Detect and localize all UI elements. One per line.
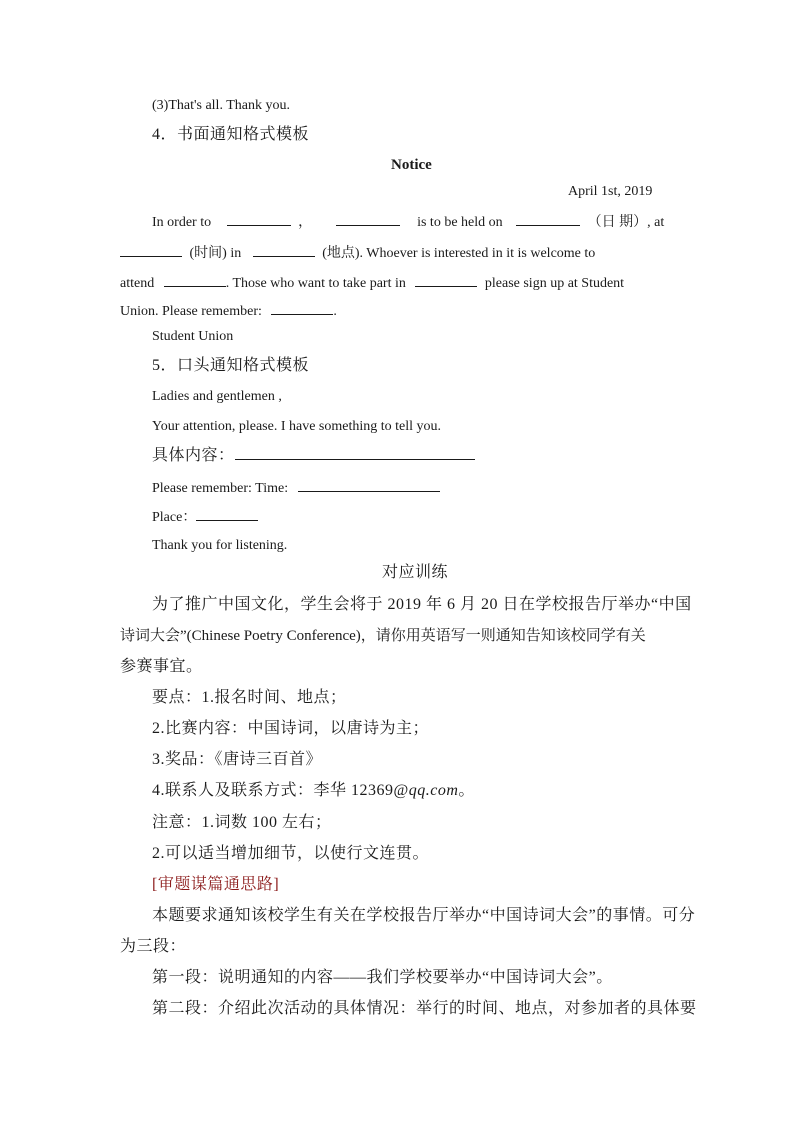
oral-place-label: Place： xyxy=(152,510,197,525)
section-5-heading: 5．口头通知格式模板 xyxy=(152,357,310,374)
blank-line xyxy=(516,211,580,226)
note-1: 注意：1.词数 100 左右； xyxy=(152,814,332,831)
notice-text: is to be held on xyxy=(417,215,503,230)
notice-line-1 xyxy=(152,211,664,233)
blank-line xyxy=(298,477,440,492)
oral-content-label: 具体内容： xyxy=(152,447,235,464)
exercise-heading: 对应训练 xyxy=(382,564,449,581)
analysis-line-2: 为三段： xyxy=(120,938,187,955)
blank-line xyxy=(164,272,226,287)
oral-time-line xyxy=(152,477,444,499)
closing-line: (3)That's all. Thank you. xyxy=(152,98,290,113)
notice-date: April 1st, 2019 xyxy=(568,184,653,199)
exercise-paragraph-line-2: 诗词大会”(Chinese Poetry Conference)，请你用英语写一则通知告知该校同学有关 xyxy=(120,628,646,644)
notice-signature: Student Union xyxy=(152,329,234,344)
oral-greeting: Ladies and gentlemen , xyxy=(152,389,282,404)
notice-line-2 xyxy=(120,242,595,264)
analysis-heading: [审题谋篇通思路] xyxy=(152,876,280,893)
requirement-4-text: 4.联系人及联系方式：李华 12369@ xyxy=(152,782,409,799)
note-2: 2.可以适当增加细节，以使行文连贯。 xyxy=(152,845,430,862)
section-4-heading: 4．书面通知格式模板 xyxy=(152,126,310,143)
blank-line xyxy=(336,211,400,226)
blank-line xyxy=(120,242,182,257)
blank-line xyxy=(415,272,477,287)
notice-text: . xyxy=(333,304,337,319)
analysis-line-1: 本题要求通知该校学生有关在学校报告厅举办“中国诗词大会”的事情。可分 xyxy=(152,907,696,924)
oral-place-line xyxy=(152,506,262,528)
email-domain: qq.com xyxy=(408,782,459,799)
notice-text: (地点). Whoever is interested in it is welcome to xyxy=(322,246,596,261)
exercise-paragraph-line-3: 参赛事宜。 xyxy=(120,658,203,675)
blank-line xyxy=(227,211,291,226)
notice-line-4 xyxy=(120,300,337,322)
notice-text: attend xyxy=(120,276,155,291)
oral-attention: Your attention, please. I have something to tell you. xyxy=(152,419,442,434)
notice-text: . Those who want to take part in xyxy=(225,276,406,291)
notice-text: please sign up at Student xyxy=(484,276,625,291)
requirement-4 xyxy=(152,780,475,802)
blank-line xyxy=(271,300,333,315)
notice-title: Notice xyxy=(391,157,432,173)
requirement-1: 要点：1.报名时间、地点； xyxy=(152,689,347,706)
exercise-paragraph-line-1: 为了推广中国文化，学生会将于 2019 年 6 月 20 日在学校报告厅举办“中国 xyxy=(152,596,692,613)
blank-line xyxy=(235,445,475,460)
notice-text: In order to xyxy=(152,215,212,230)
requirement-2: 2.比赛内容：中国诗词，以唐诗为主； xyxy=(152,720,430,737)
oral-closing: Thank you for listening. xyxy=(152,538,288,553)
blank-line xyxy=(253,242,315,257)
oral-time-label: Please remember: Time: xyxy=(152,481,289,496)
analysis-paragraph-2: 第二段：介绍此次活动的具体情况：举行的时间、地点，对参加者的具体要 xyxy=(152,1000,697,1017)
notice-text: ， xyxy=(298,215,313,230)
notice-text: Union. Please remember: xyxy=(120,304,262,319)
notice-text: (时间) in xyxy=(189,246,242,261)
analysis-paragraph-1: 第一段：说明通知的内容——我们学校要举办“中国诗词大会”。 xyxy=(152,969,613,986)
notice-line-3 xyxy=(120,272,624,294)
blank-line xyxy=(196,506,258,521)
notice-text: （日 期）, at xyxy=(587,215,665,230)
requirement-4-end: 。 xyxy=(458,782,475,799)
requirement-3: 3.奖品：《唐诗三百首》 xyxy=(152,751,323,768)
oral-content-line xyxy=(152,445,479,467)
